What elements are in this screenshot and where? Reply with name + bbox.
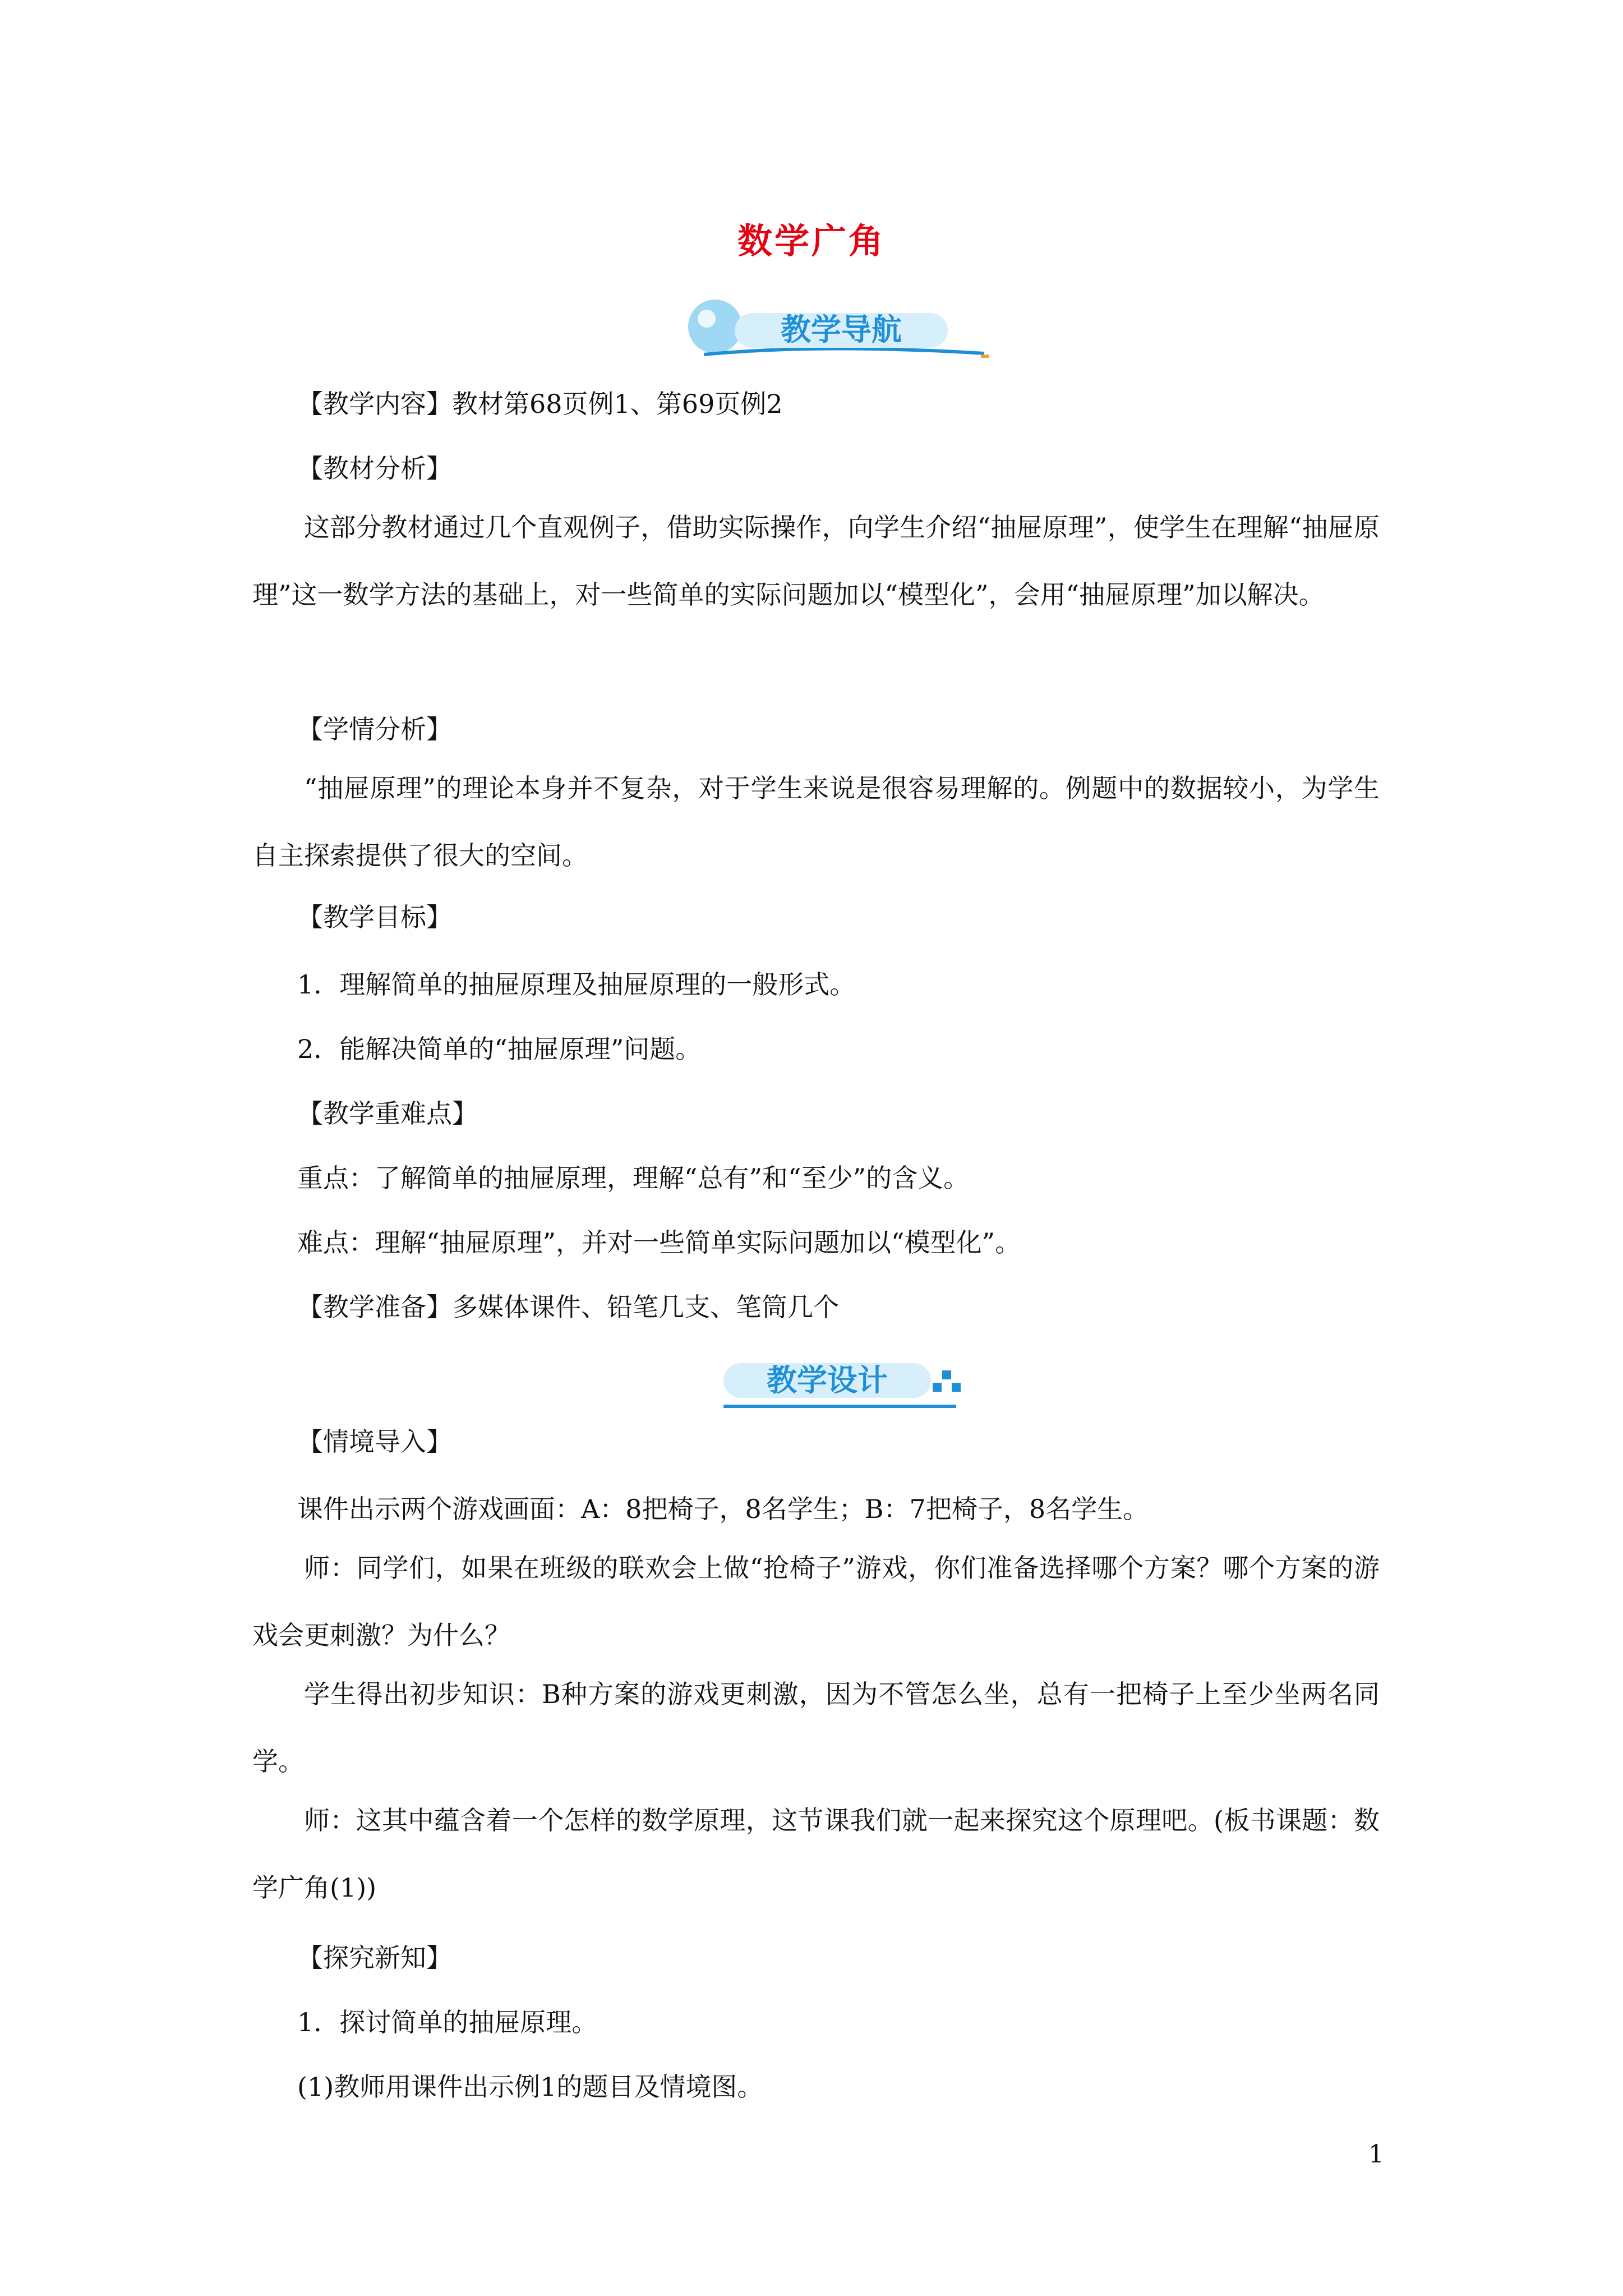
learning-analysis-heading: 【学情分析】 — [297, 714, 452, 744]
explore-heading: 【探究新知】 — [297, 1943, 452, 1973]
material-analysis-text: 这部分教材通过几个直观例子，借助实际操作，向学生介绍“抽屉原理”，使学生在理解“抽屉原理”这一数学方法的基础上，对一些简单的实际问题加以“模型化”，会用“抽屉原理”加以解决。 — [252, 512, 1380, 610]
intro-line-1: 课件出示两个游戏画面：A：8把椅子，8名学生；B：7把椅子，8名学生。 — [297, 1494, 1149, 1524]
goal-1: 1．理解简单的抽屉原理及抽屉原理的一般形式。 — [297, 969, 856, 1000]
banner2-label: 教学设计 — [767, 1363, 888, 1398]
goal-2: 2．能解决简单的“抽屉原理”问题。 — [297, 1034, 702, 1064]
teaching-design-banner — [721, 1343, 979, 1416]
preparation: 【教学准备】多媒体课件、铅笔几支、笔筒几个 — [297, 1292, 839, 1322]
intro-line-3: 学生得出初步知识：B种方案的游戏更刺激，因为不管怎么坐，总有一把椅子上至少坐两名同学。 — [252, 1679, 1380, 1777]
teaching-navigation-banner — [681, 292, 995, 365]
intro-line-4: 师：这其中蕴含着一个怎样的数学原理，这节课我们就一起来探究这个原理吧。(板书课题：数学广角(1)) — [252, 1805, 1380, 1903]
material-analysis-heading: 【教材分析】 — [297, 453, 452, 484]
explore-line-2: (1)教师用课件出示例1的题目及情境图。 — [297, 2072, 763, 2102]
page-number: 1 — [1368, 2140, 1384, 2169]
goals-heading: 【教学目标】 — [297, 902, 452, 932]
key-points-heading: 【教学重难点】 — [297, 1098, 478, 1129]
difficult-point: 难点：理解“抽屉原理”，并对一些简单实际问题加以“模型化”。 — [297, 1227, 1021, 1258]
teaching-content: 【教学内容】教材第68页例1、第69页例2 — [297, 389, 783, 419]
intro-heading: 【情境导入】 — [297, 1427, 452, 1457]
intro-line-2: 师：同学们，如果在班级的联欢会上做“抢椅子”游戏，你们准备选择哪个方案？哪个方案的游戏会更刺激？为什么？ — [252, 1553, 1380, 1650]
key-point: 重点：了解简单的抽屉原理，理解“总有”和“至少”的含义。 — [297, 1163, 970, 1193]
page-title: 数学广角 — [737, 220, 886, 261]
banner1-label: 教学导航 — [781, 312, 902, 347]
learning-analysis-text: “抽屉原理”的理论本身并不复杂，对于学生来说是很容易理解的。例题中的数据较小，为学生自主探索提供了很大的空间。 — [252, 773, 1380, 871]
explore-line-1: 1．探讨简单的抽屉原理。 — [297, 2007, 598, 2037]
